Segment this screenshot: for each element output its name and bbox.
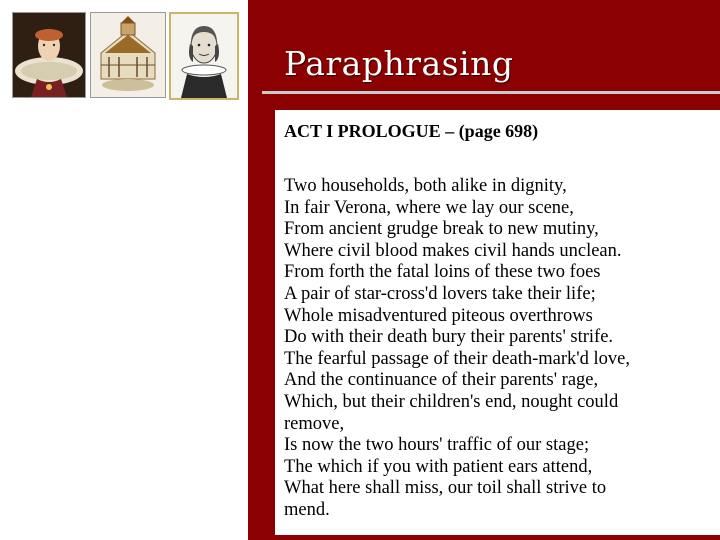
act-heading: ACT I PROLOGUE – (page 698) bbox=[284, 121, 539, 141]
shakespeare-portrait-icon bbox=[169, 12, 239, 100]
poem-line: From ancient grudge break to new mutiny, bbox=[284, 219, 599, 240]
slide-title: Paraphrasing bbox=[284, 44, 514, 83]
poem-line: mend. bbox=[284, 499, 330, 520]
poem-line: What here shall miss, our toil shall strive to bbox=[284, 478, 607, 499]
poem-line: A pair of star-cross'd lovers take their life; bbox=[284, 283, 596, 304]
prologue-text bbox=[284, 176, 704, 522]
poem-line: Whole misadventured piteous overthrows bbox=[284, 305, 593, 326]
poem-line: The fearful passage of their death-mark'd love, bbox=[284, 348, 630, 369]
poem-line: Is now the two hours' traffic of our stage; bbox=[284, 435, 590, 456]
poem-line: Do with their death bury their parents' strife. bbox=[284, 327, 614, 348]
poem-line: In fair Verona, where we lay our scene, bbox=[284, 197, 574, 218]
poem-line: From forth the fatal loins of these two foes bbox=[284, 262, 601, 283]
title-divider bbox=[262, 91, 720, 94]
poem-line: Which, but their children's end, nought could bbox=[284, 391, 619, 412]
poem-line: Where civil blood makes civil hands unclean. bbox=[284, 240, 622, 261]
poem-line: The which if you with patient ears attend, bbox=[284, 456, 593, 477]
poem-line: And the continuance of their parents' rage, bbox=[284, 370, 599, 391]
queen-elizabeth-portrait-icon bbox=[12, 12, 86, 98]
globe-theatre-illustration-icon bbox=[90, 12, 166, 98]
poem-line: Two households, both alike in dignity, bbox=[284, 176, 567, 196]
poem-line: remove, bbox=[284, 413, 345, 434]
